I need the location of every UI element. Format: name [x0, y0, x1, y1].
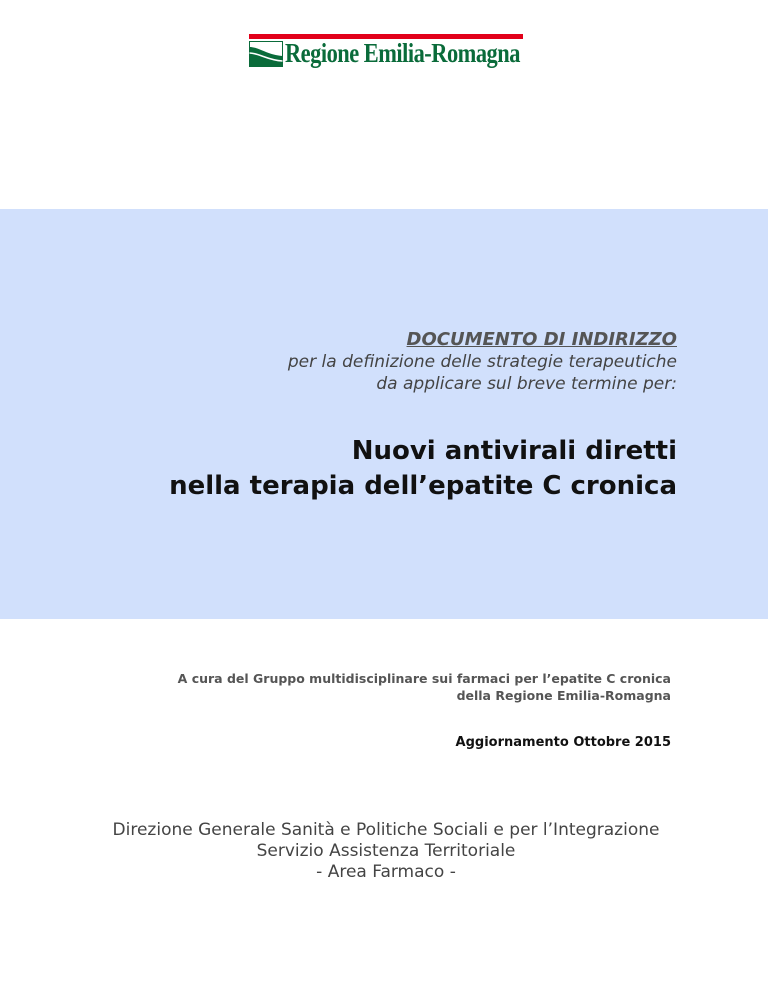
- credits-line-1: A cura del Gruppo multidisciplinare sui farmaci per l’epatite C cronica: [177, 671, 671, 686]
- subtitle-line-2: da applicare sul breve termine per:: [376, 374, 677, 394]
- region-logo: [249, 34, 523, 68]
- footer: [0, 820, 768, 883]
- title-line-1: Nuovi antivirali diretti: [351, 436, 677, 466]
- document-type: DOCUMENTO DI INDIRIZZO: [406, 329, 677, 350]
- footer-line-1: Direzione Generale Sanità e Politiche Sociali e per l’Integrazione: [112, 820, 660, 840]
- logo-text: Regione Emilia-Romagna: [285, 38, 520, 68]
- title-line-2: nella terapia dell’epatite C cronica: [169, 471, 677, 501]
- update-date: Aggiornamento Ottobre 2015: [455, 735, 671, 750]
- credits: [178, 670, 671, 704]
- subtitle-line-1: per la definizione delle strategie terapeutiche: [287, 352, 677, 372]
- footer-line-3: - Area Farmaco -: [316, 862, 456, 882]
- credits-line-2: della Regione Emilia-Romagna: [456, 688, 671, 703]
- cover-content: [169, 329, 677, 504]
- document-title: [169, 434, 677, 504]
- cover-band: [0, 209, 768, 619]
- region-emblem-icon: [249, 41, 283, 67]
- footer-line-2: Servizio Assistenza Territoriale: [256, 841, 516, 861]
